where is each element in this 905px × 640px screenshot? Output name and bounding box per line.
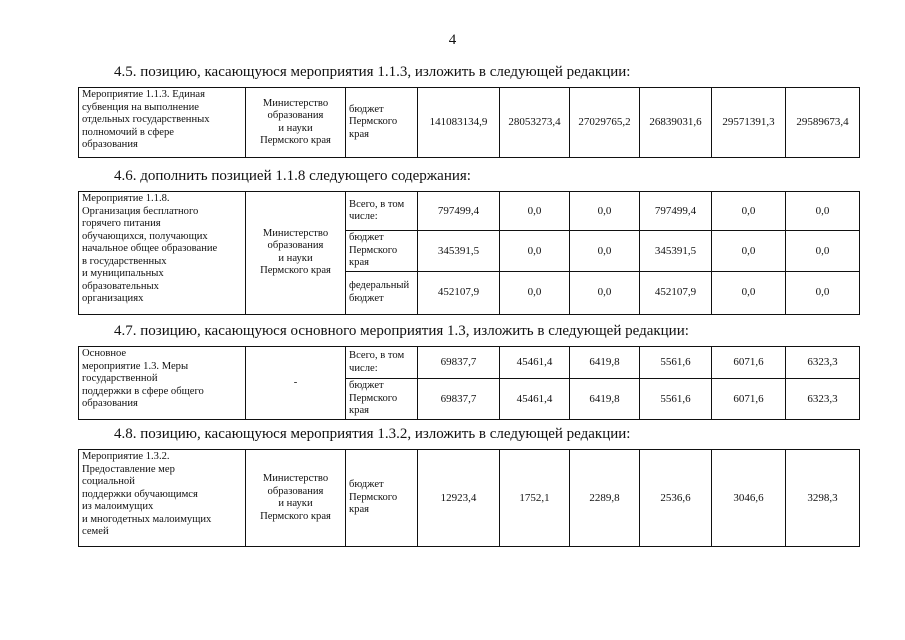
table-row [79,347,860,379]
value-year-2: 27029765,2 [570,88,640,158]
table-4-5 [78,87,860,158]
value-year-3: 797499,4 [640,192,712,231]
section-heading-4-6: 4.6. дополнить позицией 1.1.8 следующего содержания: [114,168,471,184]
measure-name: Основное мероприятие 1.3. Меры государственной поддержки в сфере общего образования [79,347,246,420]
value-total: 797499,4 [418,192,500,231]
value-year-2: 6419,8 [570,379,640,420]
funding-source: Всего, в том числе: [346,347,418,379]
value-total: 345391,5 [418,231,500,272]
measure-name: Мероприятие 1.1.3. Единая субвенция на выполнение отдельных государственных полномочий в сфере образования [79,88,246,158]
value-year-2: 6419,8 [570,347,640,379]
value-year-1: 45461,4 [500,379,570,420]
table-4-8 [78,449,860,547]
funding-source: бюджет Пермского края [346,231,418,272]
table-4-6 [78,191,860,315]
value-year-5: 0,0 [786,231,860,272]
value-total: 452107,9 [418,271,500,314]
funding-source: бюджет Пермского края [346,88,418,158]
value-year-2: 0,0 [570,192,640,231]
table-4-7 [78,346,860,420]
value-year-5: 29589673,4 [786,88,860,158]
value-year-4: 6071,6 [712,347,786,379]
section-heading-4-5: 4.5. позицию, касающуюся мероприятия 1.1.3, изложить в следующей редакции: [114,64,631,80]
value-year-2: 0,0 [570,231,640,272]
value-year-3: 345391,5 [640,231,712,272]
value-total: 69837,7 [418,379,500,420]
funding-source: бюджет Пермского края [346,379,418,420]
funding-source: Всего, в том числе: [346,192,418,231]
value-year-3: 26839031,6 [640,88,712,158]
value-year-5: 0,0 [786,271,860,314]
executor: - [246,347,346,420]
value-year-4: 0,0 [712,192,786,231]
value-year-2: 2289,8 [570,450,640,547]
value-year-4: 0,0 [712,231,786,272]
value-year-3: 5561,6 [640,379,712,420]
value-year-5: 3298,3 [786,450,860,547]
table-row [79,192,860,231]
value-year-3: 2536,6 [640,450,712,547]
value-year-4: 0,0 [712,271,786,314]
executor: Министерство образования и науки Пермского края [246,450,346,547]
value-year-4: 6071,6 [712,379,786,420]
table-row [79,88,860,158]
value-year-4: 29571391,3 [712,88,786,158]
value-year-1: 0,0 [500,231,570,272]
section-heading-4-7: 4.7. позицию, касающуюся основного мероприятия 1.3, изложить в следующей редакции: [114,323,689,339]
value-year-3: 5561,6 [640,347,712,379]
measure-name: Мероприятие 1.1.8. Организация бесплатного горячего питания обучающихся, получающих начальное общее образование в государственных и муниципальных образовательных организациях [79,192,246,315]
value-year-1: 0,0 [500,271,570,314]
value-year-1: 1752,1 [500,450,570,547]
measure-name: Мероприятие 1.3.2. Предоставление мер социальной поддержки обучающимся из малоимущих и многодетных малоимущих семей [79,450,246,547]
value-total: 69837,7 [418,347,500,379]
section-heading-4-8: 4.8. позицию, касающуюся мероприятия 1.3.2, изложить в следующей редакции: [114,426,631,442]
value-total: 12923,4 [418,450,500,547]
value-year-1: 0,0 [500,192,570,231]
value-year-5: 0,0 [786,192,860,231]
value-year-1: 28053273,4 [500,88,570,158]
value-year-1: 45461,4 [500,347,570,379]
value-year-5: 6323,3 [786,347,860,379]
executor: Министерство образования и науки Пермского края [246,88,346,158]
value-total: 141083134,9 [418,88,500,158]
funding-source: бюджет Пермского края [346,450,418,547]
executor: Министерство образования и науки Пермского края [246,192,346,315]
value-year-4: 3046,6 [712,450,786,547]
value-year-3: 452107,9 [640,271,712,314]
funding-source: федеральный бюджет [346,271,418,314]
value-year-2: 0,0 [570,271,640,314]
value-year-5: 6323,3 [786,379,860,420]
table-row [79,450,860,547]
page-number: 4 [448,32,457,48]
